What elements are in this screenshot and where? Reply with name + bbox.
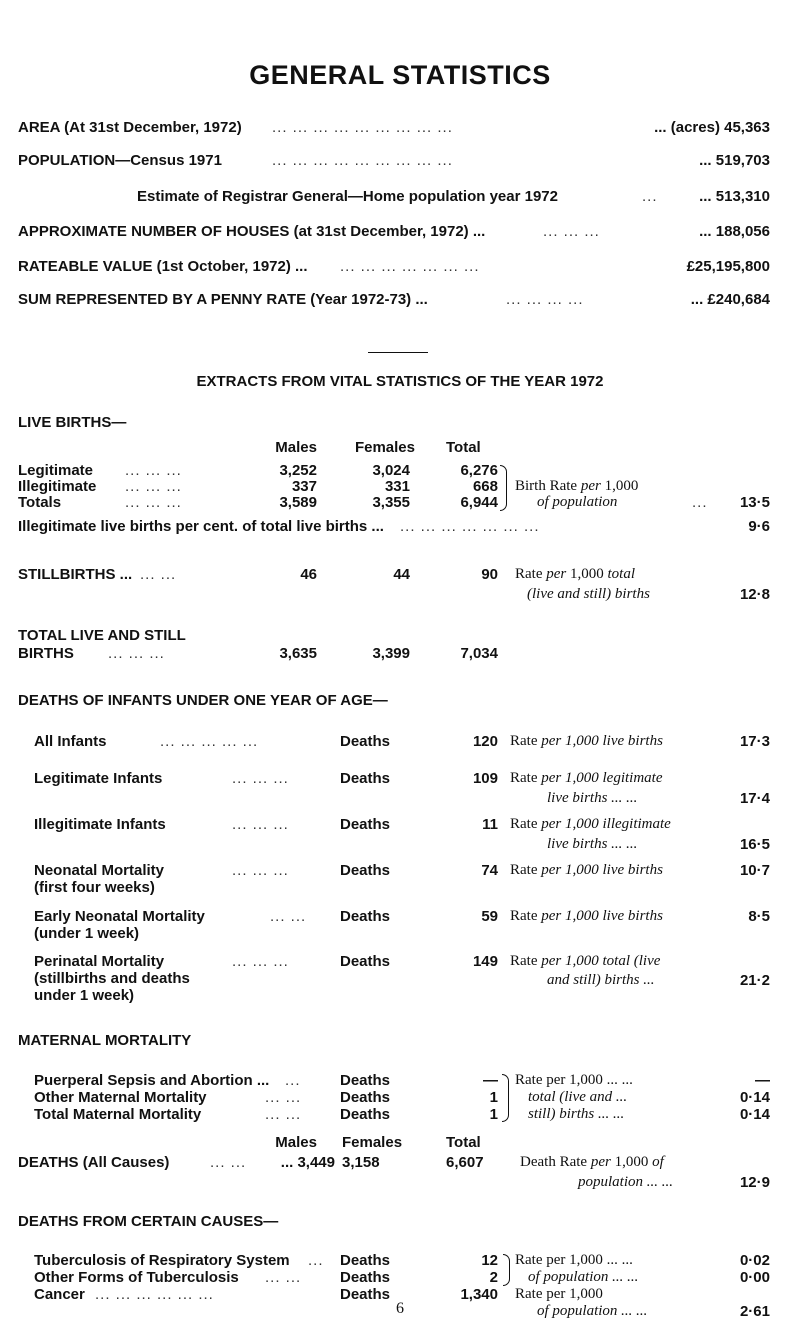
infant-row-value: 17·4 [739, 790, 770, 807]
birth-rate-label: Birth Rate [515, 478, 578, 494]
infant-deaths-heading: DEATHS OF INFANTS UNDER ONE YEAR OF AGE— [18, 692, 388, 709]
cause-row-label: Other Forms of Tuberculosis [34, 1269, 239, 1286]
deaths-col-females: Females [342, 1134, 403, 1151]
rateable-dots: ... ... ... ... ... ... ... [340, 258, 480, 275]
population-label: POPULATION—Census 1971 [18, 152, 222, 169]
death-rate-line1 [520, 1154, 664, 1171]
totals-females: 3,355 [372, 494, 410, 511]
cancer-rate-value: 2·61 [739, 1303, 770, 1320]
area-label: AREA (At 31st December, 1972) [18, 119, 242, 136]
total-births-total: 7,034 [460, 645, 498, 662]
illegitimate-females: 331 [384, 478, 410, 495]
birth-rate-of-population: of population [537, 494, 618, 510]
area-value: ... (acres) 45,363 [654, 119, 770, 136]
illegitimate-males: 337 [291, 478, 317, 495]
infant-row-deaths: Deaths [340, 816, 391, 833]
total-births-label-line2: BIRTHS [18, 645, 74, 662]
maternal-rate-line2: total (live and ... [528, 1089, 628, 1105]
infant-row-num: 120 [472, 733, 498, 750]
totals-dots: ... ... ... [125, 494, 182, 511]
col-total-header: Total [446, 439, 481, 456]
cause-row-rate: of population ... ... [528, 1269, 639, 1285]
rateable-label: RATEABLE VALUE (1st October, 1972) ... [18, 258, 308, 275]
totals-label: Totals [18, 494, 62, 511]
all-deaths-females: 3,158 [342, 1154, 380, 1171]
infant-row-rate-word: Rate [510, 953, 538, 969]
cause-row-value: 0·00 [739, 1269, 770, 1286]
maternal-row-dots: ... [285, 1072, 301, 1089]
legitimate-total: 6,276 [460, 462, 498, 479]
total-births-dots: ... ... ... [108, 645, 165, 662]
infant-row-deaths: Deaths [340, 908, 391, 925]
infant-row-rate-text: per 1,000 live births [541, 733, 663, 749]
infant-row-num: 74 [481, 862, 498, 879]
infant-row-rate [510, 733, 663, 750]
houses-value: ... 188,056 [699, 223, 770, 240]
infant-row-deaths: Deaths [340, 862, 391, 879]
stillbirths-total: 90 [481, 566, 498, 583]
penny-rate-label: SUM REPRESENTED BY A PENNY RATE (Year 1972-73) ... [18, 291, 428, 308]
infant-row-dots: ... ... [270, 908, 307, 925]
population-value: ... 519,703 [699, 152, 770, 169]
maternal-row-label: Total Maternal Mortality [34, 1106, 202, 1123]
maternal-row-deaths: Deaths [340, 1072, 391, 1089]
death-rate-line2: population ... ... [578, 1174, 674, 1190]
infant-row-rate-word: Rate [510, 816, 538, 832]
infant-row-rate-word: Rate [510, 862, 538, 878]
cancer-rate-line2: of population ... ... [537, 1303, 648, 1319]
cause-row-rate: Rate per 1,000 ... ... [515, 1252, 633, 1268]
death-rate-per: per [590, 1154, 611, 1170]
infant-row-label: Neonatal Mortality [34, 862, 165, 879]
cause-row-dots: ... ... [265, 1269, 302, 1286]
infant-row-rate-word: Rate [510, 770, 538, 786]
maternal-row-value: 0·14 [739, 1089, 770, 1106]
infant-row-rate [510, 816, 671, 833]
maternal-row-deaths: Deaths [340, 1089, 391, 1106]
death-rate-base: 1,000 [614, 1154, 649, 1170]
penny-rate-value: ... £240,684 [690, 291, 770, 308]
cause-row-dots: ... [308, 1252, 324, 1269]
infant-row-label: All Infants [34, 733, 107, 750]
cause-row-num: 12 [481, 1252, 498, 1269]
estimate-dots: ... [642, 188, 658, 205]
birth-rate-dots: ... [692, 494, 708, 511]
total-births-label-line1: TOTAL LIVE AND STILL [18, 627, 186, 644]
infant-row-label: Legitimate Infants [34, 770, 163, 787]
stillbirths-females: 44 [393, 566, 410, 583]
maternal-row-value: 0·14 [739, 1106, 770, 1123]
infant-row-rate [510, 770, 662, 787]
maternal-heading: MATERNAL MORTALITY [18, 1032, 192, 1049]
infant-row-rate-text: per 1,000 legitimate [541, 770, 663, 786]
infant-row-num: 149 [472, 953, 498, 970]
page-number: 6 [396, 1300, 404, 1317]
maternal-row-dots: ... ... [265, 1089, 302, 1106]
maternal-rate-brace [502, 1074, 509, 1122]
maternal-rate-line3: still) births ... ... [528, 1106, 625, 1122]
population-dots: ... ... ... ... ... ... ... ... ... [272, 152, 453, 169]
stillbirths-dots: ... ... [140, 566, 177, 583]
illegitimate-total: 668 [472, 478, 498, 495]
cause-row-num: 2 [489, 1269, 498, 1286]
cause-row-deaths: Deaths [340, 1252, 391, 1269]
infant-row-rate-line2: live births ... ... [547, 790, 638, 806]
infant-row-label-line2: (first four weeks) [34, 879, 155, 896]
live-births-heading: LIVE BIRTHS— [18, 414, 127, 431]
infant-row-dots: ... ... ... [232, 770, 289, 787]
illegitimate-percent-label: Illegitimate live births per cent. of total live births ... [18, 518, 384, 535]
cause-row-dots: ... ... ... ... ... ... [95, 1286, 214, 1303]
estimate-label: Estimate of Registrar General—Home population year 1972 [137, 188, 558, 205]
col-males-header: Males [275, 439, 317, 456]
estimate-value: ... 513,310 [699, 188, 770, 205]
infant-row-num: 11 [482, 816, 498, 833]
stillbirth-rate-line2: (live and still) births [527, 586, 650, 602]
section-divider [368, 352, 428, 353]
maternal-row-num: — [483, 1072, 498, 1089]
infant-row-deaths: Deaths [340, 733, 391, 750]
infant-row-rate-line2: and still) births ... [547, 972, 655, 988]
legitimate-label: Legitimate [18, 462, 94, 479]
birth-rate-brace [500, 465, 507, 511]
all-deaths-dots: ... ... [210, 1154, 247, 1171]
infant-row-dots: ... ... ... ... ... [160, 733, 259, 750]
totals-total: 6,944 [460, 494, 498, 511]
all-deaths-males: ... 3,449 [280, 1154, 335, 1171]
infant-row-label: Perinatal Mortality [34, 953, 165, 970]
infant-row-dots: ... ... ... [232, 862, 289, 879]
all-deaths-label: DEATHS (All Causes) [18, 1154, 170, 1171]
tb-rate-brace [503, 1254, 510, 1286]
infant-row-label: Early Neonatal Mortality [34, 908, 205, 925]
infant-row-value: 17·3 [739, 733, 770, 750]
cause-row-deaths: Deaths [340, 1286, 391, 1303]
infant-row-label-line2: (stillbirths and deaths [34, 970, 190, 987]
death-rate-of: of [652, 1154, 664, 1170]
illegitimate-percent-dots: ... ... ... ... ... ... ... [400, 518, 540, 535]
illegitimate-label: Illegitimate [18, 478, 97, 495]
maternal-row-num: 1 [489, 1106, 498, 1123]
infant-row-rate-text: per 1,000 total (live [541, 953, 661, 969]
rateable-value: £25,195,800 [686, 258, 770, 275]
deaths-col-total: Total [446, 1134, 481, 1151]
extracts-heading: EXTRACTS FROM VITAL STATISTICS OF THE YEAR 1972 [196, 373, 604, 390]
causes-heading: DEATHS FROM CERTAIN CAUSES— [18, 1213, 279, 1230]
maternal-row-num: 1 [489, 1089, 498, 1106]
total-births-females: 3,399 [372, 645, 410, 662]
infant-row-num: 59 [481, 908, 498, 925]
area-dots: ... ... ... ... ... ... ... ... ... [272, 119, 453, 136]
infant-row-rate-word: Rate [510, 908, 538, 924]
deaths-col-males: Males [275, 1134, 317, 1151]
infant-row-value: 8·5 [748, 908, 770, 925]
birth-rate-per: per [580, 478, 601, 494]
stillbirth-rate-base: 1,000 [570, 566, 604, 582]
stillbirth-rate-value: 12·8 [739, 586, 770, 603]
total-births-males: 3,635 [279, 645, 317, 662]
page-title: GENERAL STATISTICS [249, 60, 551, 90]
houses-dots: ... ... ... [543, 223, 600, 240]
cause-row-label: Tuberculosis of Respiratory System [34, 1252, 290, 1269]
infant-row-num: 109 [472, 770, 498, 787]
infant-row-deaths: Deaths [340, 953, 391, 970]
infant-row-dots: ... ... ... [232, 953, 289, 970]
all-deaths-total: 6,607 [446, 1154, 484, 1171]
houses-label: APPROXIMATE NUMBER OF HOUSES (at 31st December, 1972) ... [18, 223, 486, 240]
infant-row-label-line2: (under 1 week) [34, 925, 140, 942]
totals-males: 3,589 [279, 494, 317, 511]
maternal-row-label: Other Maternal Mortality [34, 1089, 207, 1106]
cause-row-rate: Rate per 1,000 [515, 1286, 603, 1302]
infant-row-rate-word: Rate [510, 733, 538, 749]
stillbirths-males: 46 [300, 566, 317, 583]
maternal-row-value: — [755, 1072, 770, 1089]
maternal-row-deaths: Deaths [340, 1106, 391, 1123]
death-rate-value: 12·9 [739, 1174, 770, 1191]
infant-row-deaths: Deaths [340, 770, 391, 787]
stillbirth-rate-per: per [546, 566, 567, 582]
legitimate-females: 3,024 [372, 462, 410, 479]
infant-row-rate [510, 953, 660, 970]
maternal-rate-line1: Rate per 1,000 ... ... [515, 1072, 633, 1088]
infant-row-rate-text: per 1,000 illegitimate [541, 816, 671, 832]
stillbirths-label: STILLBIRTHS ... [18, 566, 133, 583]
birth-rate-line1 [515, 478, 638, 495]
infant-row-label-line3: under 1 week) [34, 987, 135, 1004]
illegitimate-dots: ... ... ... [125, 478, 182, 495]
penny-rate-dots: ... ... ... ... [506, 291, 584, 308]
maternal-row-label: Puerperal Sepsis and Abortion ... [34, 1072, 270, 1089]
infant-row-rate-line2: live births ... ... [547, 836, 638, 852]
infant-row-rate [510, 908, 663, 925]
infant-row-value: 16·5 [739, 836, 770, 853]
cause-row-value: 0·02 [739, 1252, 770, 1269]
cause-row-deaths: Deaths [340, 1269, 391, 1286]
stillbirth-rate-line1 [515, 566, 635, 583]
cause-row-label: Cancer [34, 1286, 85, 1303]
legitimate-males: 3,252 [279, 462, 317, 479]
infant-row-rate [510, 862, 663, 879]
stillbirth-rate-total: total [607, 566, 636, 582]
legitimate-dots: ... ... ... [125, 462, 182, 479]
infant-row-value: 21·2 [739, 972, 770, 989]
death-rate-word: Death Rate [520, 1154, 588, 1170]
cause-row-num: 1,340 [460, 1286, 498, 1303]
infant-row-dots: ... ... ... [232, 816, 289, 833]
birth-rate-value: 13·5 [739, 494, 770, 511]
infant-row-rate-text: per 1,000 live births [541, 862, 663, 878]
birth-rate-base: 1,000 [604, 478, 639, 494]
col-females-header: Females [354, 439, 415, 456]
infant-row-label: Illegitimate Infants [34, 816, 166, 833]
stillbirth-rate-word: Rate [515, 566, 543, 582]
infant-row-value: 10·7 [739, 862, 770, 879]
illegitimate-percent-value: 9·6 [748, 518, 770, 535]
infant-row-rate-text: per 1,000 live births [541, 908, 663, 924]
maternal-row-dots: ... ... [265, 1106, 302, 1123]
